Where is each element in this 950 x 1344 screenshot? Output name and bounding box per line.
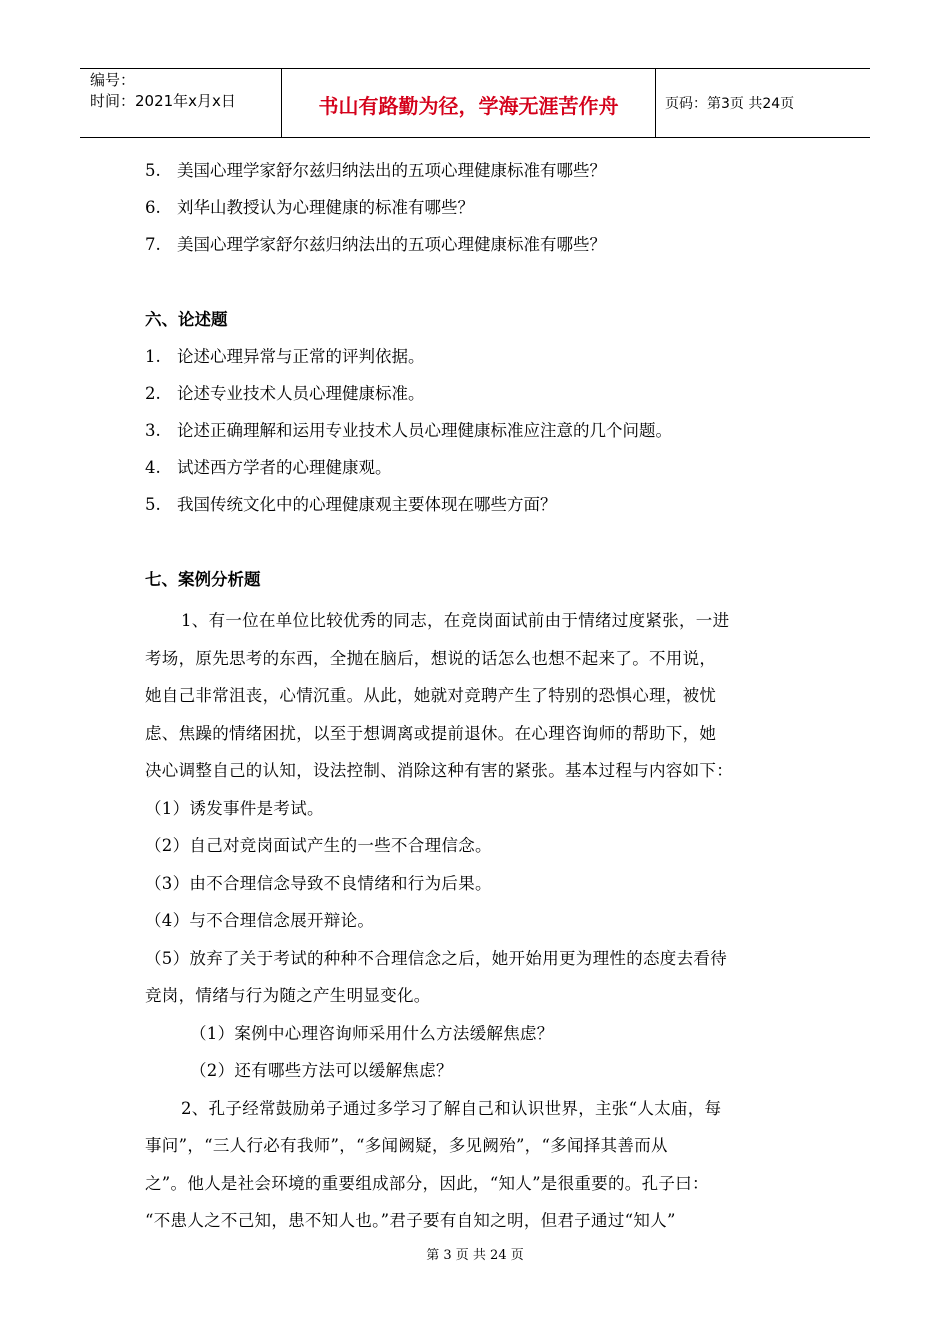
paragraph-line: 2、孔子经常鼓励弟子通过多学习了解自己和认识世界，主张“人太庙，每 [181, 1098, 722, 1118]
item-text: 试述西方学者的心理健康观。 [177, 458, 392, 477]
paragraph-line: “不患人之不己知，患不知人也。”君子要有自知之明，但君子通过“知人” [145, 1211, 676, 1230]
header-motto: 书山有路勤为径，学海无涯苦作舟 [282, 69, 656, 137]
page-footer: 第 3 页 共 24 页 [426, 1248, 524, 1263]
item-text: 论述专业技术人员心理健康标准。 [177, 384, 425, 403]
step-line: （3）由不合理信念导致不良情绪和行为后果。 [145, 873, 492, 893]
paragraph-line: 之”。他人是社会环境的重要组成部分，因此，“知人”是很重要的。孔子曰： [145, 1173, 709, 1193]
case-study-2 [145, 1090, 805, 1240]
item-number: 5. [145, 161, 161, 180]
list-item [145, 342, 805, 379]
item-number: 2. [145, 384, 161, 403]
item-number: 3. [145, 421, 161, 440]
list-item [145, 230, 805, 267]
paragraph-line: 1、有一位在单位比较优秀的同志，在竞岗面试前由于情绪过度紧张，一进 [181, 611, 730, 630]
item-text: 论述心理异常与正常的评判依据。 [177, 347, 425, 366]
list-item [145, 379, 805, 416]
question-list-top [145, 156, 805, 267]
step-line: （5）放弃了关于考试的种种不合理信念之后，她开始用更为理性的态度去看待 [145, 948, 727, 968]
list-item [145, 193, 805, 230]
item-text: 美国心理学家舒尔兹归纳法出的五项心理健康标准有哪些？ [177, 161, 606, 180]
item-number: 1. [145, 347, 161, 366]
paragraph-line: 虑、焦躁的情绪困扰，以至于想调离或提前退休。在心理咨询师的帮助下，她 [145, 723, 717, 743]
time-label: 时间：2021年x月x日 [90, 92, 236, 110]
list-item [145, 416, 805, 453]
item-number: 7. [145, 235, 161, 254]
section-title: 六、论述题 [145, 310, 228, 329]
step-line: （4）与不合理信念展开辩论。 [145, 911, 375, 930]
question-line: （1）案例中心理咨询师采用什么方法缓解焦虑？ [190, 1023, 554, 1043]
header-page-info: 页码：第3页 共24页 [665, 96, 795, 112]
item-text: 刘华山教授认为心理健康的标准有哪些？ [177, 198, 474, 217]
list-item [145, 490, 805, 527]
page-header [80, 68, 870, 138]
question-line: （2）还有哪些方法可以缓解焦虑？ [190, 1061, 453, 1080]
paragraph-line: 她自己非常沮丧，心情沉重。从此，她就对竞聘产生了特别的恐惧心理，被忧 [145, 686, 717, 705]
paragraph-line: 决心调整自己的认知，设法控制、消除这种有害的紧张。基本过程与内容如下： [145, 761, 733, 780]
header-meta [80, 69, 282, 137]
item-text: 我国传统文化中的心理健康观主要体现在哪些方面？ [177, 495, 557, 514]
paragraph-line: 考场，原先思考的东西，全抛在脑后，想说的话怎么也想不起来了。不用说， [145, 648, 717, 668]
list-item [145, 156, 805, 193]
item-text: 论述正确理解和运用专业技术人员心理健康标准应注意的几个问题。 [177, 421, 672, 440]
item-text: 美国心理学家舒尔兹归纳法出的五项心理健康标准有哪些？ [177, 235, 606, 254]
step-line: 竞岗，情绪与行为随之产生明显变化。 [145, 986, 431, 1005]
list-item [145, 453, 805, 490]
essay-question-list [145, 342, 805, 527]
document-body [145, 156, 805, 1240]
item-number: 6. [145, 198, 161, 217]
step-line: （1）诱发事件是考试。 [145, 798, 324, 818]
step-line: （2）自己对竞岗面试产生的一些不合理信念。 [145, 836, 492, 855]
paragraph-line: 事问”，“三人行必有我师”，“多闻阙疑，多见阙殆”，“多闻择其善而从 [145, 1136, 668, 1155]
item-number: 5. [145, 495, 161, 514]
item-number: 4. [145, 458, 161, 477]
section-title: 七、案例分析题 [145, 570, 261, 589]
case-study-1 [145, 602, 805, 1090]
number-label: 编号： [90, 71, 136, 89]
